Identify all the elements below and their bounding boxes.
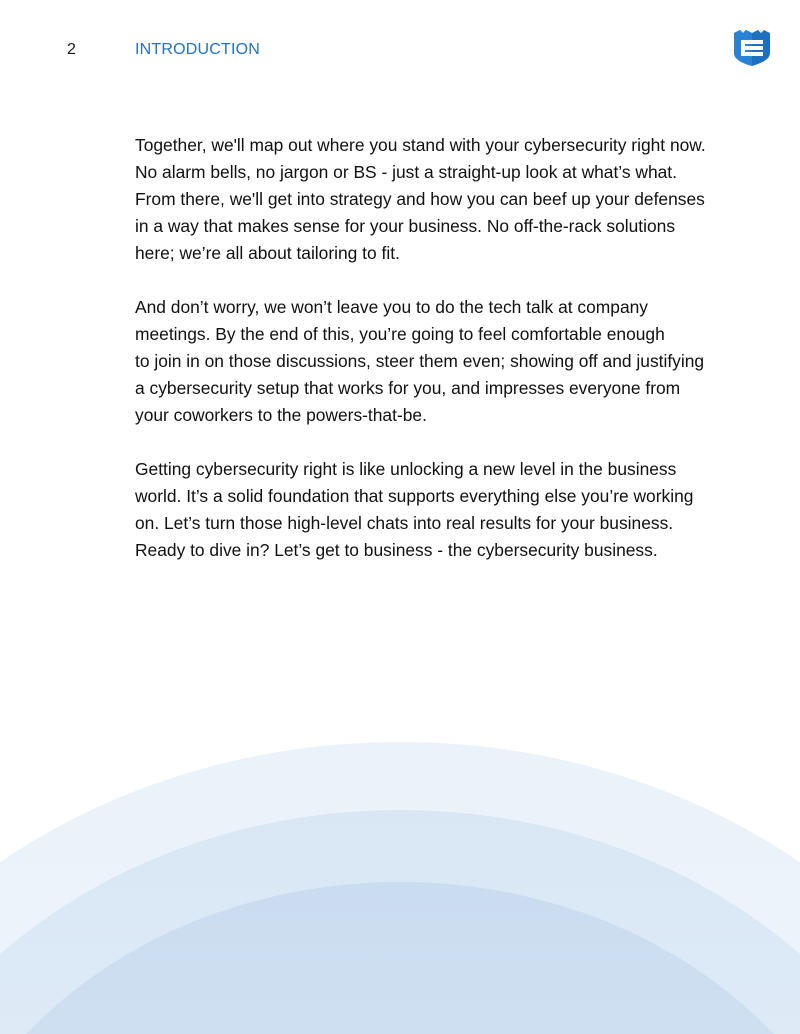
text-line: Together, we'll map out where you stand with your cybersecurity right now. [135,135,706,155]
text-line: to join in on those discussions, steer them even; showing off and justifying [135,351,705,371]
brand-shield-logo-icon [732,29,772,67]
text-line: on. Let’s turn those high-level chats into real results for your business. [135,513,674,533]
section-title: INTRODUCTION [135,41,261,58]
text-line: And don’t worry, we won’t leave you to do the tech talk at company [135,297,648,317]
text-line: No alarm bells, no jargon or BS - just a straight-up look at what’s what. [135,162,677,182]
text-line: a cybersecurity setup that works for you, and impresses everyone from [135,378,681,398]
text-line: Ready to dive in? Let’s get to business - the cybersecurity business. [135,540,658,560]
text-line: in a way that makes sense for your business. No off-the-rack solutions [135,216,676,236]
text-line: world. It’s a solid foundation that supports everything else you’re working [135,486,694,506]
paragraph-3 [135,456,745,564]
page-header [0,0,800,100]
paragraph-1 [135,132,745,267]
text-line: meetings. By the end of this, you’re going to feel comfortable enough [135,324,665,344]
text-line: your coworkers to the powers-that-be. [135,405,427,425]
text-line: Getting cybersecurity right is like unlocking a new level in the business [135,459,677,479]
page-number: 2 [67,41,76,58]
text-line: From there, we'll get into strategy and how you can beef up your defenses [135,189,705,209]
text-line: here; we’re all about tailoring to fit. [135,243,400,263]
paragraph-2 [135,294,745,429]
main-content [135,132,745,591]
